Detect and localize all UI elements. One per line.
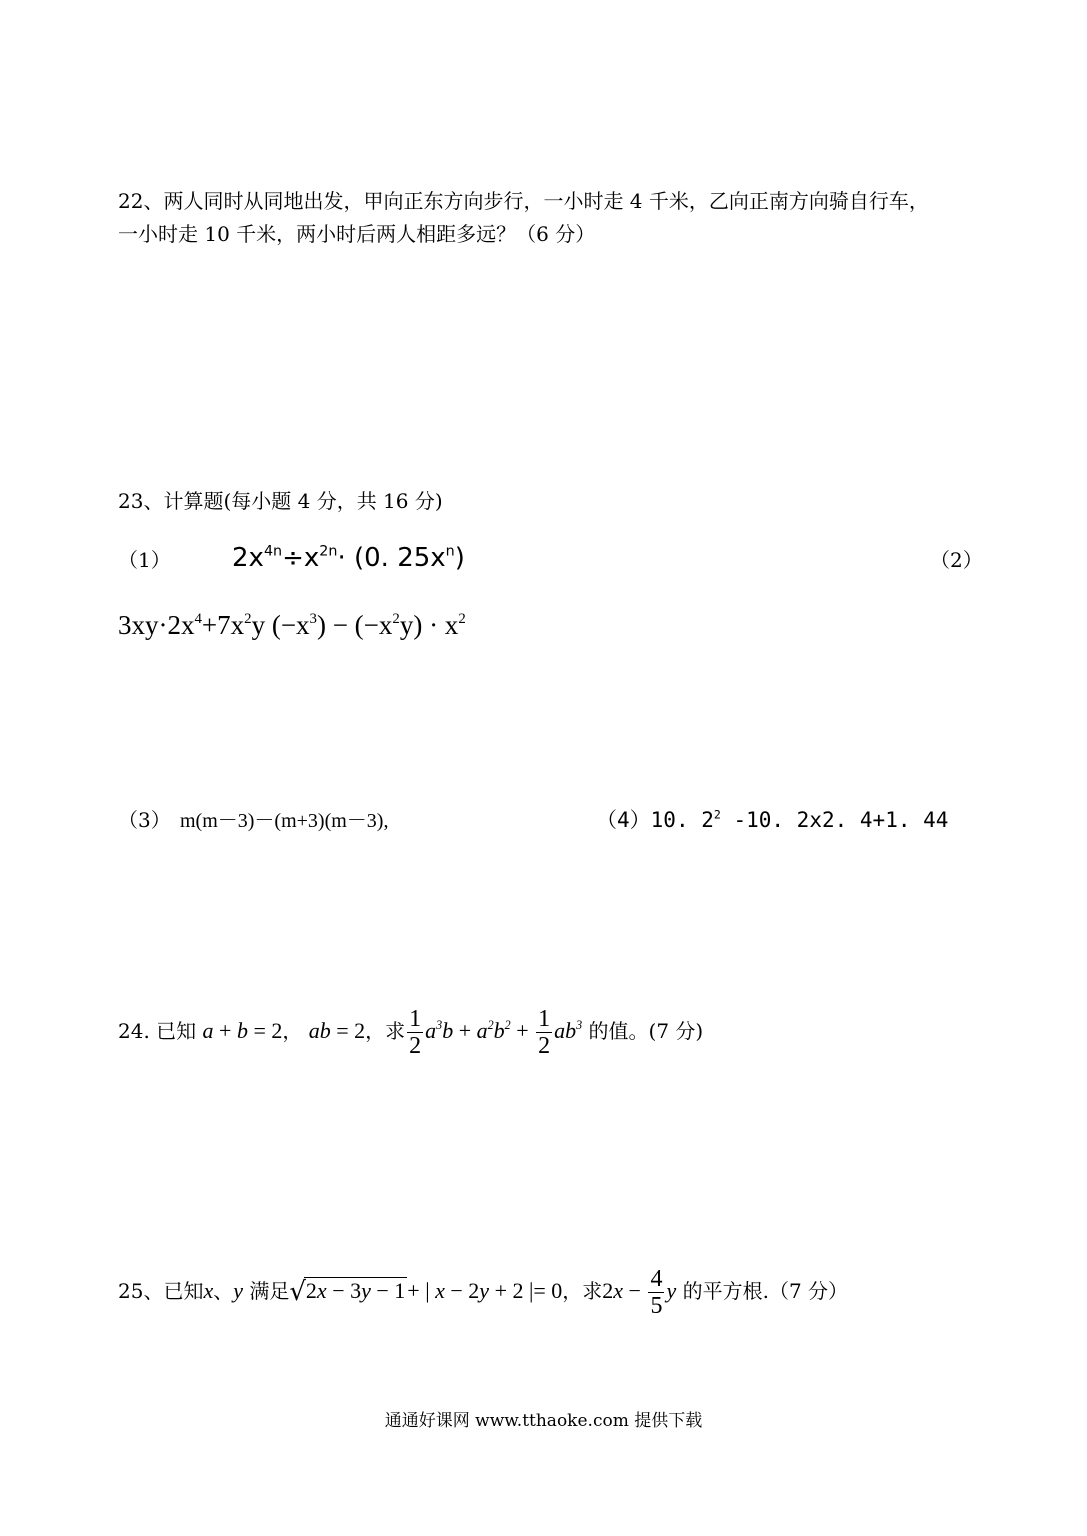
q24-ask: ，求 [365, 1019, 406, 1043]
q24-condition-sum: a [202, 1018, 214, 1043]
q24-line: 24. 已知 a + b = 2， ab = 2，求 $\frac{1}{2}$ $a^3b + a^2b^2$ + $\frac{1}{2}$ $ab^3$ 的值。(7 分) [118, 1006, 704, 1059]
q24-sep: ， [282, 1019, 303, 1043]
q23-part4: （4）10. $2^2$ -10. 2x2. 4+1. 44 [596, 807, 949, 832]
q25-cond: 满足 [249, 1279, 290, 1303]
page-footer: 通通好课网 www.tthaoke.com 提供下载 [384, 1411, 703, 1431]
q25-ask: ，求 [562, 1279, 603, 1303]
q24-prefix: 24. 已知 [118, 1019, 197, 1043]
q23-part1-expression: $2x^{4n}\div x^{2n}\cdot (0$. $25x^n$) [232, 543, 465, 573]
q22-line2: 一小时走 10 千米，两小时后两人相距多远？（6 分） [118, 222, 596, 246]
q25-target-expression: 2 [602, 1278, 614, 1303]
q25-suffix: 的平方根.（7 分） [682, 1279, 849, 1303]
q23-part3-label: （3） [118, 808, 171, 832]
q22-line1: 22、两人同时从同地出发，甲向正东方向步行，一小时走 4 千米，乙向正南方向骑自行车， [118, 189, 929, 213]
q23-part4-base: 10. 2 [650, 808, 714, 832]
q23-part2-label: （2） [930, 548, 983, 572]
q23-title: 23、计算题(每小题 4 分，共 16 分) [118, 489, 443, 513]
q25-radicand: 2x − 3y − 1 [305, 1278, 406, 1303]
q24-fraction-1: $\frac{1}{2}$ [409, 1006, 422, 1059]
q23-part3-expression: m(m－3)－(m+3)(m－3), [180, 810, 389, 832]
q24-expression: $a^3b$ [425, 1017, 454, 1043]
q24-fraction-2: $\frac{1}{2}$ [538, 1006, 551, 1059]
q25-line: 25、已知x、y 满足√2x − 3y − 1+ | x − 2y + 2 |= 0，求2x − $\frac{4}{5}$ y 的平方根.（7 分） [118, 1266, 849, 1319]
q25-abs-expression: + | [407, 1278, 436, 1303]
q23-part4-rest: -10. 2x2. 4+1. 44 [720, 808, 949, 832]
q24-condition-product: ab [308, 1018, 331, 1043]
sqrt-symbol-icon: √ [289, 1277, 306, 1307]
q23-part2-expression: $3xy\cdot 2x^4+7x^2y$ $(-x^3) - (-x^2y) \cdot x^2$ [118, 610, 466, 640]
q24-suffix: 的值。(7 分) [588, 1019, 704, 1043]
q25-sep: 、 [213, 1279, 234, 1303]
q25-prefix: 25、已知 [118, 1279, 204, 1303]
q25-fraction: $\frac{4}{5}$ [650, 1266, 663, 1319]
q23-part4-label: （4） [596, 808, 651, 832]
q23-part1-label: （1） [118, 548, 171, 572]
